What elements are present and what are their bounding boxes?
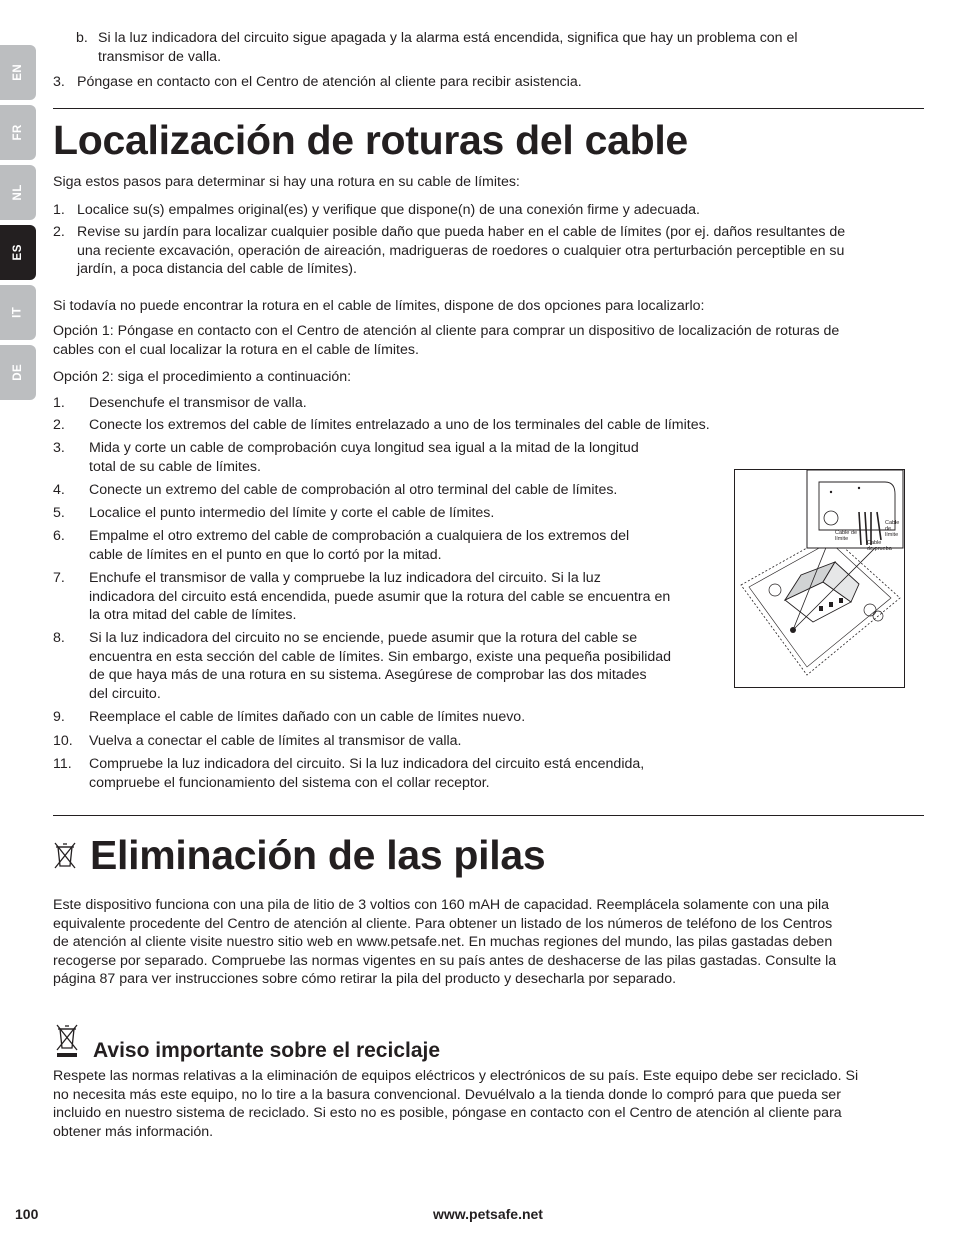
- lang-tab-label: FR: [11, 124, 24, 141]
- lang-tab-label: IT: [11, 306, 24, 319]
- list-marker: 3.: [53, 440, 65, 456]
- list-marker: 7.: [53, 570, 65, 586]
- list-marker: 2.: [53, 417, 65, 433]
- procedure-step: [53, 732, 461, 751]
- list-text: compruebe el funcionamiento del sistema con el collar receptor.: [89, 774, 490, 791]
- list-marker: 8.: [53, 630, 65, 646]
- paragraph: Si todavía no puede encontrar la rotura en el cable de límites, dispone de dos opciones para localizarlo:: [53, 298, 705, 314]
- intro-item-b: [76, 29, 798, 66]
- lang-tab-de[interactable]: [0, 345, 36, 400]
- list-text: Empalme el otro extremo del cable de comprobación a cualquiera de los extremos del: [89, 528, 630, 544]
- list-text: transmisor de valla.: [98, 48, 222, 65]
- list-text: Póngase en contacto con el Centro de atención al cliente para recibir asistencia.: [77, 74, 582, 90]
- crossed-bin-icon: [53, 840, 77, 870]
- list-marker: b.: [76, 30, 88, 46]
- list-text: una reciente excavación, operación de aireación, madrigueras de roedores o cualquier otra perturbación perceptible en su: [77, 242, 845, 259]
- list-text: indicadora del circuito está encendida, puede asumir que la rotura del cable se encuentra en: [89, 588, 671, 605]
- figure-label-test: [867, 540, 892, 552]
- list-marker: 9.: [53, 709, 65, 725]
- procedure-step: [53, 439, 639, 476]
- list-marker: 2.: [53, 224, 65, 240]
- paragraph-line: equivalente procedente del Centro de atención al cliente. Para obtener un listado de los números de teléfono de los Centros: [53, 915, 833, 932]
- list-marker: 6.: [53, 528, 65, 544]
- section-title-battery-disposal: Eliminación de las pilas: [90, 832, 546, 878]
- led-icon: [858, 487, 860, 489]
- figure-label-line: de prueba: [867, 546, 892, 552]
- figure-label-line: Cable de: [885, 520, 900, 532]
- list-text: Compruebe la luz indicadora del circuito. Si la luz indicadora del circuito está encendida,: [89, 756, 645, 772]
- section-title-cable-breaks: Localización de roturas del cable: [53, 117, 688, 163]
- procedure-step: [53, 708, 525, 727]
- list-text: Si la luz indicadora del circuito sigue apagada y la alarma está encendida, significa que hay un problema con el: [98, 30, 798, 46]
- figure-label-line: límite: [885, 532, 899, 538]
- lang-tab-es[interactable]: [0, 225, 36, 280]
- illustration-drawing: [735, 470, 904, 687]
- paragraph-line: obtener más información.: [53, 1123, 214, 1140]
- list-text: la otra mitad del cable de límites.: [89, 607, 297, 624]
- window-icon: [819, 606, 823, 611]
- list-text: Mida y corte un cable de comprobación cuya longitud sea igual a la mitad de la longitud: [89, 440, 639, 456]
- wire-break-illustration: [734, 469, 905, 688]
- footer-url-link[interactable]: www.petsafe.net: [433, 1206, 543, 1222]
- procedure-step: [53, 527, 629, 564]
- list-text: Conecte un extremo del cable de comprobación al otro terminal del cable de límites.: [89, 482, 618, 498]
- paragraph-line: Respete las normas relativas a la eliminación de equipos eléctricos y electrónicos de su país. Este equipo debe ser reciclado. Si: [53, 1068, 859, 1084]
- lang-tab-label: DE: [11, 364, 24, 381]
- window-icon: [829, 602, 833, 607]
- weee-bin-icon: [54, 1020, 80, 1060]
- list-text: Reemplace el cable de límites dañado con un cable de límites nuevo.: [89, 709, 526, 725]
- section-divider: [53, 108, 924, 109]
- figure-label-line: Cable: [867, 540, 882, 546]
- lang-tab-label: EN: [11, 64, 24, 81]
- recycling-text: [53, 1067, 858, 1141]
- paragraph-line: Este dispositivo funciona con una pila de litio de 3 voltios con 160 mAH de capacidad. Reemplácela solamente con una pila: [53, 897, 830, 913]
- section-title-recycling: Aviso importante sobre el reciclaje: [93, 1039, 441, 1062]
- list-text: jardín, a poca distancia del cable de límites).: [77, 261, 357, 278]
- transmitter-icon: [819, 482, 895, 530]
- list-text: Si la luz indicadora del circuito no se enciende, puede asumir que la rotura del cable se: [89, 630, 638, 646]
- list-marker: 10.: [53, 733, 73, 749]
- figure-label-left: [835, 530, 857, 542]
- procedure-step: [53, 416, 710, 435]
- procedure-step: [53, 629, 671, 703]
- list-marker: 3.: [53, 74, 65, 90]
- list-marker: 1.: [53, 395, 65, 411]
- led-icon: [830, 491, 832, 493]
- window-icon: [839, 598, 843, 603]
- list-text: Enchufe el transmisor de valla y compruebe la luz indicadora del circuito. Si la luz: [89, 570, 601, 586]
- procedure-step: [53, 504, 494, 523]
- list-text: Localice el punto intermedio del límite y corte el cable de límites.: [89, 505, 495, 521]
- procedure-step: [53, 394, 307, 413]
- paragraph-line: no necesita más este equipo, no lo tire a la basura convencional. Devuélvalo a la tienda donde lo compró para que pueda ser: [53, 1086, 841, 1103]
- tree-icon: [769, 584, 781, 596]
- language-tabs: [0, 45, 36, 405]
- list-marker: 1.: [53, 202, 65, 218]
- procedure-step: [53, 569, 670, 625]
- list-marker: 5.: [53, 505, 65, 521]
- list-text: Revise su jardín para localizar cualquier posible daño que pueda haber en el cable de límites (por ej. daños resultantes de: [77, 224, 846, 240]
- paragraph-option-2: Opción 2: siga el procedimiento a continuación:: [53, 369, 352, 385]
- procedure-step: [53, 481, 617, 500]
- lang-tab-label: ES: [11, 244, 24, 261]
- section-divider: [53, 815, 924, 816]
- list-marker: 4.: [53, 482, 65, 498]
- section-lead: Siga estos pasos para determinar si hay una rotura en su cable de límites:: [53, 174, 520, 190]
- list-text: encuentra en esta sección del cable de límites. Sin embargo, existe una pequeña posibilidad: [89, 648, 672, 665]
- lang-tab-nl[interactable]: [0, 165, 36, 220]
- list-text: de que haya más de una rotura en su sistema. Asegúrese de comprobar las dos mitades: [89, 667, 647, 684]
- paragraph-line: recogerse por separado. Compruebe las normas vigentes en su país antes de deshacerse de las pilas gastadas. Consulte la: [53, 952, 837, 969]
- battery-disposal-text: [53, 896, 836, 989]
- list-marker: 11.: [53, 756, 72, 772]
- paragraph-line: incluido en nuestro sistema de reciclado. Si esto no es posible, póngase en contacto con el Centro de atención al cliente para: [53, 1105, 842, 1122]
- paragraph-line: cables con el cual localizar la rotura en el cable de límites.: [53, 341, 419, 358]
- paragraph-option-1: [53, 322, 839, 359]
- list-item: [53, 223, 845, 279]
- figure-label-right: [885, 520, 904, 538]
- list-text: Desenchufe el transmisor de valla.: [89, 395, 307, 411]
- list-item: [53, 201, 700, 220]
- list-text: total de su cable de límites.: [89, 458, 261, 475]
- paragraph-line: página 87 para ver instrucciones sobre cómo retirar la pila del producto y desecharla por separado.: [53, 971, 677, 988]
- list-text: del circuito.: [89, 685, 161, 702]
- list-text: Localice su(s) empalmes original(es) y verifique que dispone(n) de una conexión firme y adecuada.: [77, 202, 701, 218]
- intro-item-3: [53, 73, 582, 92]
- list-text: Vuelva a conectar el cable de límites al transmisor de valla.: [89, 733, 462, 749]
- figure-label-line: Cable de: [835, 530, 858, 536]
- lang-tab-en[interactable]: [0, 45, 36, 100]
- figure-label-line: límite: [835, 536, 849, 542]
- paragraph-line: Opción 1: Póngase en contacto con el Centro de atención al cliente para comprar un dispositivo de localización de roturas de: [53, 323, 840, 339]
- lang-tab-label: NL: [11, 184, 24, 201]
- page-number: 100: [15, 1206, 39, 1222]
- break-point-marker: [790, 627, 796, 633]
- lang-tab-fr[interactable]: [0, 105, 36, 160]
- procedure-step: [53, 755, 644, 792]
- paragraph-line: de atención al cliente visite nuestro sitio web en www.petsafe.net. En muchas regiones del mundo, las pilas gastadas deben: [53, 934, 833, 951]
- lang-tab-it[interactable]: [0, 285, 36, 340]
- list-text: Conecte los extremos del cable de límites entrelazado a uno de los terminales del cable de límites.: [89, 417, 710, 433]
- tree-icon: [864, 604, 876, 616]
- list-text: cable de límites en el punto en que lo cortó por la mitad.: [89, 546, 442, 563]
